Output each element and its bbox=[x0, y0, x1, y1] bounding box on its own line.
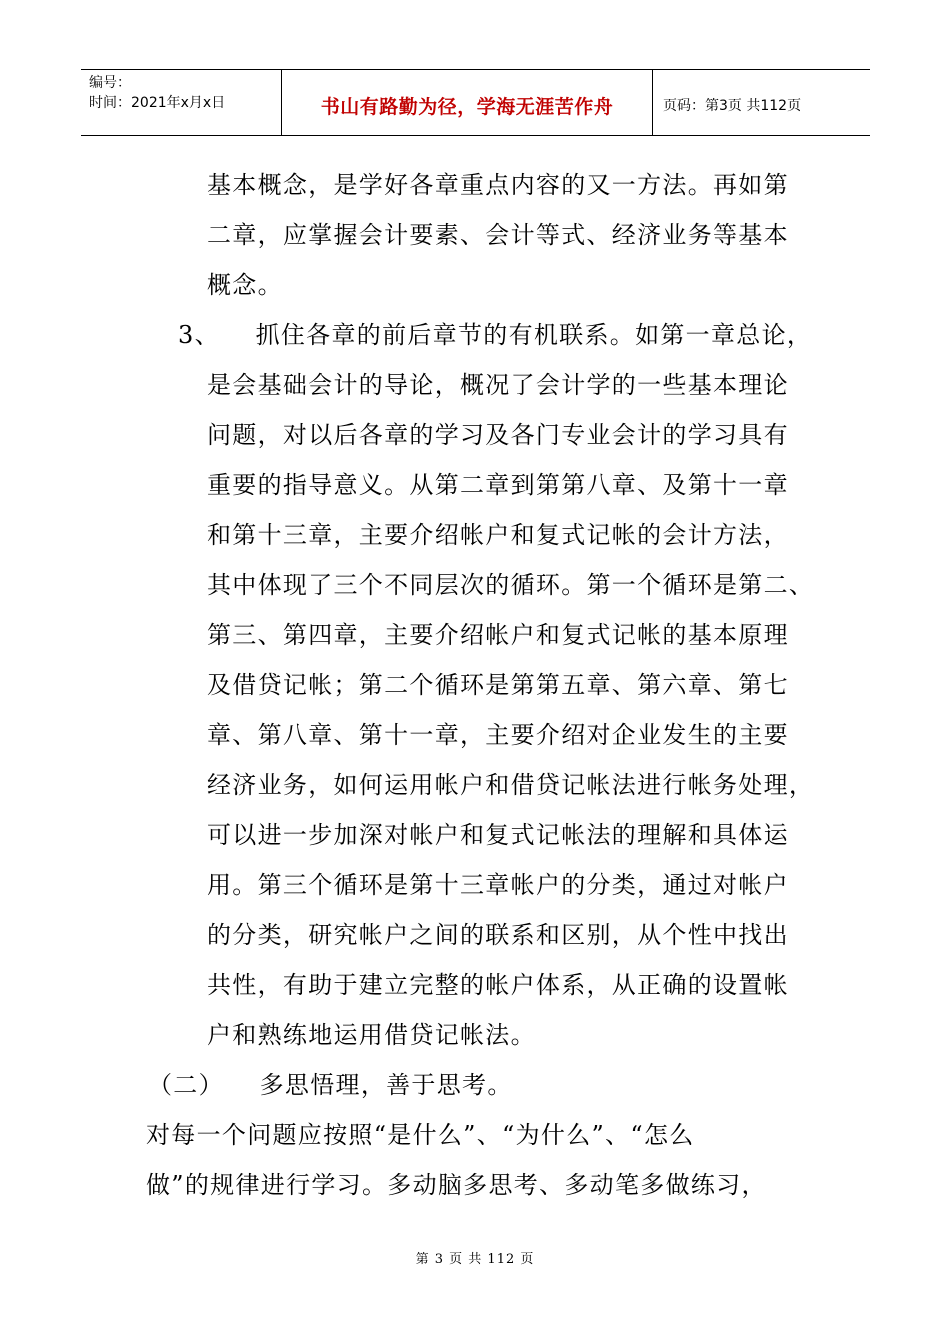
text-line: 共性，有助于建立完整的帐户体系，从正确的设置帐 bbox=[207, 971, 789, 999]
text-line: 章、第八章、第十一章，主要介绍对企业发生的主要 bbox=[207, 721, 789, 749]
text-line: 户和熟练地运用借贷记帐法。 bbox=[207, 1021, 536, 1049]
text-line: 是会基础会计的导论，概况了会计学的一些基本理论 bbox=[207, 371, 789, 399]
text-line: 其中体现了三个不同层次的循环。第一个循环是第二、 bbox=[207, 571, 815, 599]
header-page-number: 页码：第3页 共112页 bbox=[663, 97, 802, 114]
page-footer: 第 3 页 共 112 页 bbox=[415, 1252, 535, 1267]
text-line: 问题，对以后各章的学习及各门专业会计的学习具有 bbox=[207, 421, 789, 449]
text-line: 重要的指导意义。从第二章到第第八章、及第十一章 bbox=[207, 471, 789, 499]
text-line: 第三、第四章，主要介绍帐户和复式记帐的基本原理 bbox=[207, 621, 789, 649]
text-line: 对每一个问题应按照“是什么”、“为什么”、“怎么 bbox=[146, 1121, 695, 1149]
list-item-3: 3、 抓住各章的前后章节的有机联系。如第一章总论， bbox=[178, 321, 813, 349]
text-line: 可以进一步加深对帐户和复式记帐法的理解和具体运 bbox=[207, 821, 789, 849]
text-line: 的分类，研究帐户之间的联系和区别，从个性中找出 bbox=[207, 921, 789, 949]
text-line: 经济业务，如何运用帐户和借贷记帐法进行帐务处理， bbox=[207, 771, 815, 799]
text-line: 二章，应掌握会计要素、会计等式、经济业务等基本 bbox=[207, 221, 789, 249]
header-meta bbox=[81, 70, 282, 135]
header-motto: 书山有路勤为径，学海无涯苦作舟 bbox=[282, 70, 653, 135]
page-header bbox=[81, 69, 870, 136]
text-line: 和第十三章，主要介绍帐户和复式记帐的会计方法， bbox=[207, 521, 789, 549]
text-line: 做”的规律进行学习。多动脑多思考、多动笔多做练习， bbox=[146, 1171, 767, 1199]
text-line: 基本概念，是学好各章重点内容的又一方法。再如第 bbox=[207, 171, 789, 199]
text-line: 用。第三个循环是第十三章帐户的分类，通过对帐户 bbox=[207, 871, 789, 899]
section-heading: （二） 多思悟理，善于思考。 bbox=[148, 1071, 513, 1099]
text-line: 概念。 bbox=[207, 271, 283, 299]
document-date-label: 时间：2021年x月x日 bbox=[89, 95, 226, 111]
document-number-label: 编号： bbox=[89, 75, 131, 91]
text-line: 及借贷记帐；第二个循环是第第五章、第六章、第七 bbox=[207, 671, 789, 699]
